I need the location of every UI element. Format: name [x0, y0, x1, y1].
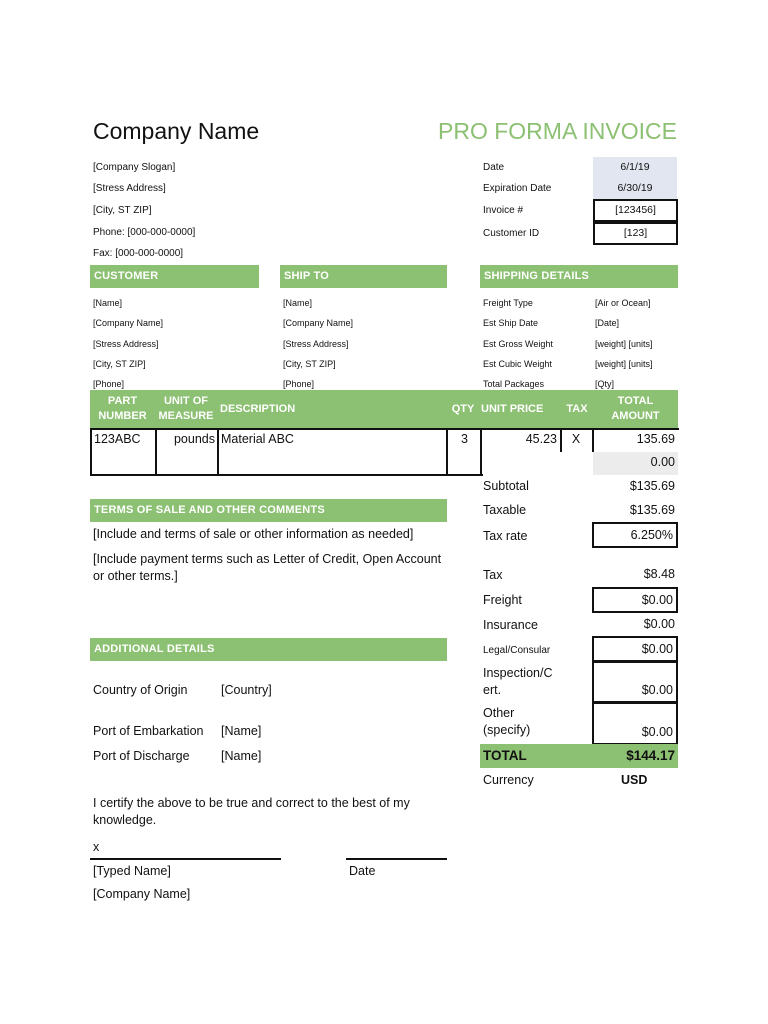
- table-bottom-border: [90, 474, 483, 476]
- total-packages-value[interactable]: [Qty]: [595, 379, 615, 390]
- customer-id-label: Customer ID: [483, 228, 540, 239]
- freight-type-label: Freight Type: [483, 298, 533, 308]
- qty-header: QTY: [451, 402, 475, 415]
- freight-field[interactable]: $0.00: [592, 587, 678, 613]
- customer-phone[interactable]: [Phone]: [93, 379, 125, 390]
- tax-header: TAX: [566, 402, 588, 415]
- est-cubic-weight-value[interactable]: [weight] [units]: [595, 358, 653, 369]
- insurance-value[interactable]: $0.00: [643, 617, 675, 631]
- total-packages-label: Total Packages: [483, 379, 545, 390]
- item-qty[interactable]: 3: [461, 432, 468, 446]
- invoice-number-field[interactable]: [123456]: [593, 199, 678, 222]
- est-gross-weight-value[interactable]: [weight] [units]: [595, 338, 653, 349]
- unit-of-measure-header: UNIT OF MEASURE: [158, 395, 214, 422]
- country-of-origin-value[interactable]: [Country]: [221, 683, 272, 697]
- terms-line-1[interactable]: [Include and terms of sale or other information as needed]: [93, 527, 414, 541]
- tax-label: Tax: [483, 568, 503, 582]
- taxable-value: $135.69: [629, 503, 675, 517]
- est-ship-date-value[interactable]: [Date]: [595, 318, 620, 329]
- est-ship-date-label: Est Ship Date: [483, 318, 539, 329]
- company-phone: Phone: [000-000-0000]: [93, 227, 196, 238]
- item-unit-price[interactable]: 45.23: [525, 432, 557, 446]
- currency-label: Currency: [483, 773, 534, 787]
- port-of-embarkation-label: Port of Embarkation: [93, 724, 204, 738]
- certify-line-2: knowledge.: [93, 813, 157, 827]
- total-amount-header: TOTAL AMOUNT: [611, 395, 660, 422]
- ship-to-phone[interactable]: [Phone]: [283, 379, 315, 390]
- currency-value[interactable]: USD: [621, 773, 648, 787]
- freight-type-value[interactable]: [Air or Ocean]: [595, 298, 651, 308]
- signer-company-name[interactable]: [Company Name]: [93, 887, 191, 901]
- table-border: [217, 428, 219, 476]
- customer-section-header: CUSTOMER: [90, 265, 259, 288]
- expiration-date-label: Expiration Date: [483, 183, 552, 194]
- table-border: [155, 428, 157, 476]
- customer-company[interactable]: [Company Name]: [93, 318, 164, 329]
- signature-mark: x: [93, 840, 100, 854]
- shipping-labels: [483, 293, 553, 394]
- customer-address[interactable]: [Stress Address]: [93, 338, 159, 349]
- port-of-embarkation-value[interactable]: [Name]: [221, 724, 262, 738]
- customer-name[interactable]: [Name]: [93, 298, 123, 308]
- table-top-border: [90, 428, 679, 430]
- customer-id-field[interactable]: [123]: [593, 222, 678, 245]
- date-value[interactable]: 6/1/19: [593, 157, 677, 178]
- typed-name[interactable]: [Typed Name]: [93, 864, 171, 878]
- company-city: [City, ST ZIP]: [93, 205, 152, 216]
- certify-line-1: I certify the above to be true and correct to the best of my: [93, 796, 410, 810]
- terms-section-header: TERMS OF SALE AND OTHER COMMENTS: [90, 499, 447, 522]
- ship-to-address[interactable]: [Stress Address]: [283, 338, 349, 349]
- est-cubic-weight-label: Est Cubic Weight: [483, 358, 552, 369]
- port-of-discharge-label: Port of Discharge: [93, 749, 190, 763]
- other-field[interactable]: $0.00: [592, 702, 678, 745]
- tax-rate-label: Tax rate: [483, 529, 528, 543]
- company-fax: Fax: [000-000-0000]: [93, 248, 184, 259]
- table-border: [592, 428, 594, 452]
- item-description[interactable]: Material ABC: [221, 432, 294, 446]
- ship-to-block: [283, 293, 353, 394]
- shipping-details-section-header: SHIPPING DETAILS: [480, 265, 678, 288]
- inspection-cert-label-1: Inspection/C: [483, 666, 553, 680]
- legal-consular-field[interactable]: $0.00: [592, 636, 678, 662]
- inspection-cert-field[interactable]: $0.00: [592, 661, 678, 703]
- date-signature-line: [346, 858, 447, 860]
- freight-label: Freight: [483, 593, 522, 607]
- subtotal-value: $135.69: [629, 479, 675, 493]
- item-total-amount: 135.69: [636, 432, 675, 446]
- total-label: TOTAL: [483, 748, 527, 763]
- invoice-number-label: Invoice #: [483, 205, 524, 216]
- signature-date-label: Date: [349, 864, 376, 878]
- table-border: [446, 428, 448, 476]
- legal-consular-label: Legal/Consular: [483, 645, 551, 656]
- item-unit-of-measure[interactable]: pounds: [173, 432, 215, 446]
- subtotal-label: Subtotal: [483, 479, 529, 493]
- ship-to-section-header: SHIP TO: [280, 265, 447, 288]
- ship-to-name[interactable]: [Name]: [283, 298, 313, 308]
- other-label-1: Other: [483, 706, 515, 720]
- table-border: [560, 428, 562, 452]
- tax-rate-field[interactable]: 6.250%: [592, 522, 678, 548]
- signature-line: [90, 858, 281, 860]
- customer-block: [93, 293, 163, 394]
- company-name: Company Name: [93, 118, 260, 144]
- unit-price-header: UNIT PRICE: [481, 402, 544, 415]
- additional-details-section-header: ADDITIONAL DETAILS: [90, 638, 447, 661]
- customer-city[interactable]: [City, ST ZIP]: [93, 358, 146, 369]
- shipping-values: [595, 293, 653, 394]
- company-address: [Stress Address]: [93, 183, 166, 194]
- port-of-discharge-value[interactable]: [Name]: [221, 749, 262, 763]
- est-gross-weight-label: Est Gross Weight: [483, 338, 553, 349]
- taxable-label: Taxable: [483, 503, 527, 517]
- other-label-2: (specify): [483, 723, 531, 737]
- tax-value: $8.48: [643, 567, 675, 581]
- company-slogan: [Company Slogan]: [93, 162, 176, 173]
- expiration-date-value[interactable]: 6/30/19: [593, 178, 677, 199]
- terms-line-2a[interactable]: [Include payment terms such as Letter of Credit, Open Account: [93, 552, 442, 566]
- insurance-label: Insurance: [483, 618, 538, 632]
- document-title: PRO FORMA INVOICE: [438, 118, 677, 144]
- inspection-cert-label-2: ert.: [483, 683, 502, 697]
- table-border: [90, 428, 92, 476]
- total-value: $144.17: [626, 748, 675, 763]
- ship-to-city[interactable]: [City, ST ZIP]: [283, 358, 336, 369]
- table-border: [480, 428, 482, 476]
- ship-to-company[interactable]: [Company Name]: [283, 318, 354, 329]
- description-header: DESCRIPTION: [220, 402, 296, 415]
- item-tax-flag[interactable]: X: [571, 432, 581, 446]
- terms-line-2b[interactable]: or other terms.]: [93, 569, 178, 583]
- date-label: Date: [483, 162, 505, 173]
- row2-total-amount: 0.00: [650, 455, 675, 469]
- item-part-number[interactable]: 123ABC: [94, 432, 141, 446]
- country-of-origin-label: Country of Origin: [93, 683, 188, 697]
- part-number-header: PART NUMBER: [98, 395, 147, 422]
